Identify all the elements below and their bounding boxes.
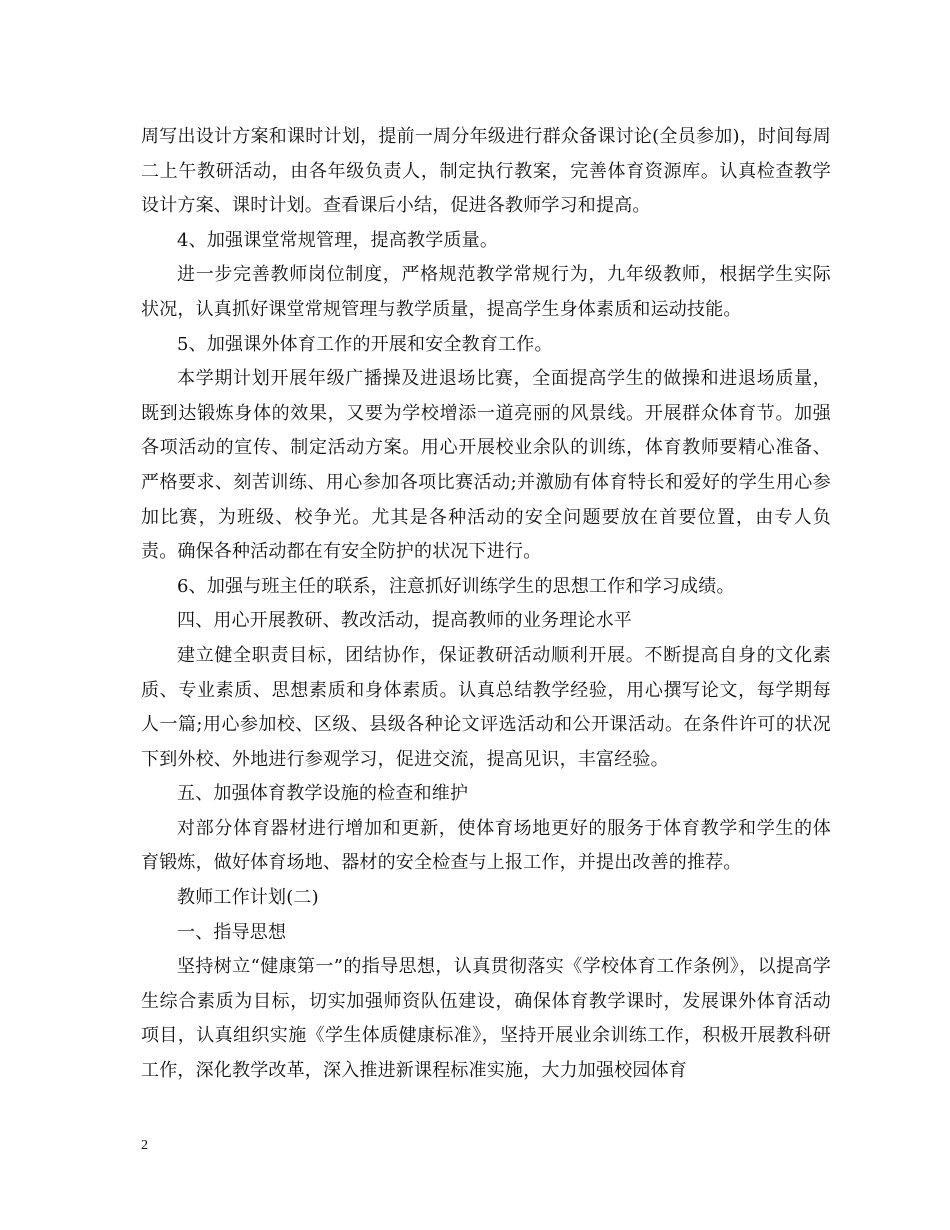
section-heading-1: 一、指导思想 [177,921,287,943]
heading-item-4: 4、加强课堂常规管理，提高教学质量。 [177,229,499,251]
paragraph: 本学期计划开展年级广播操及进退场比赛，全面提高学生的做操和进退场质量，既到达锻炼身体的效果，又要为学校增添一道亮丽的风景线。开展群众体育节。加强各项活动的宣传、制定活动方案。用心开展校业余队的训练，体育教师要精心准备、严格要求、刻苦训练、用心参加各项比赛活动;并激励有体育特长和爱好的学生用心参加比赛，为班级、校争光。尤其是各种活动的安全问题要放在首要位置，由专人负责。确保各种活动都在有安全防护的状况下进行。 [141,368,831,563]
paragraph: 坚持树立“健康第一”的指导思想，认真贯彻落实《学校体育工作条例》，以提高学生综合素质为目标，切实加强师资队伍建设，确保体育教学课时，发展课外体育活动项目，认真组织实施《学生体质健康标准》，坚持开展业余训练工作，积极开展教科研工作，深化教学改革，深入推进新课程标准实施，大力加强校园体育 [141,956,831,1082]
page-number: 2 [141,1138,148,1153]
paragraph: 建立健全职责目标，团结协作，保证教研活动顺利开展。不断提高自身的文化素质、专业素质、思想素质和身体素质。认真总结教学经验，用心撰写论文，每学期每人一篇;用心参加校、区级、县级各种论文评选活动和公开课活动。在条件许可的状况下到外校、外地进行参观学习，促进交流，提高见识，丰富经验。 [141,644,831,770]
section-heading-4: 四、用心开展教研、教改活动，提高教师的业务理论水平 [177,610,632,632]
paragraph: 进一步完善教师岗位制度，严格规范教学常规行为，九年级教师，根据学生实际状况，认真抓好课堂常规管理与教学质量，提高学生身体素质和运动技能。 [141,264,831,320]
heading-item-6: 6、加强与班主任的联系，注意抓好训练学生的思想工作和学习成绩。 [177,575,735,597]
paragraph: 周写出设计方案和课时计划，提前一周分年级进行群众备课讨论(全员参加)，时间每周二上午教研活动，由各年级负责人，制定执行教案，完善体育资源库。认真检查教学设计方案、课时计划。查看课后小结，促进各教师学习和提高。 [141,126,831,217]
heading-item-5: 5、加强课外体育工作的开展和安全教育工作。 [177,333,553,355]
plan-title: 教师工作计划(二) [177,887,319,909]
body-text [141,120,831,1089]
section-heading-5: 五、加强体育教学设施的检查和维护 [177,783,469,805]
paragraph: 对部分体育器材进行增加和更新，使体育场地更好的服务于体育教学和学生的体育锻炼，做好体育场地、器材的安全检查与上报工作，并提出改善的推荐。 [141,817,831,874]
